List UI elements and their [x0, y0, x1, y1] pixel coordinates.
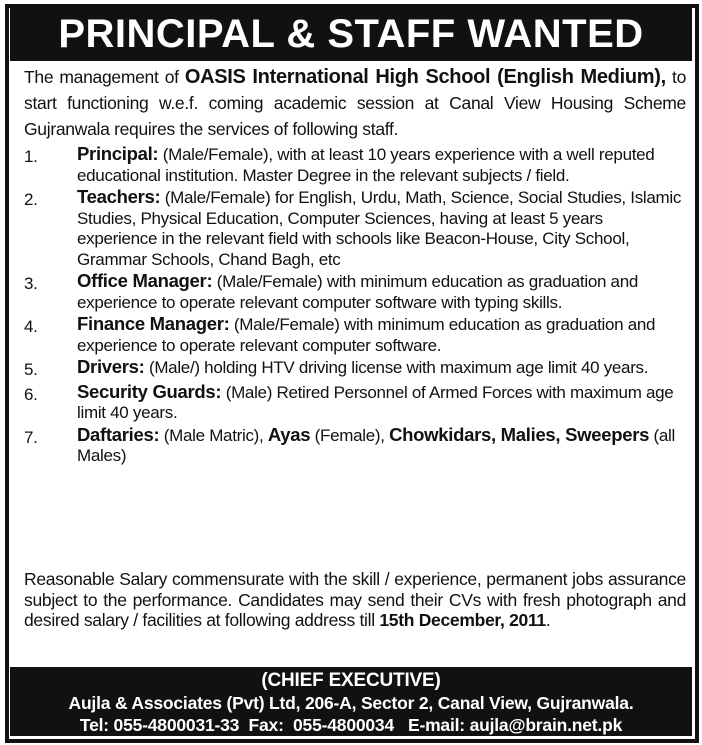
closing-paragraph [24, 569, 686, 631]
item-role: Finance Manager: [77, 313, 230, 334]
item-number: 4. [24, 317, 38, 336]
school-name: OASIS International High School (English Medium), [184, 66, 666, 88]
item-role: Daftaries: [77, 423, 160, 445]
item-number: 6. [24, 384, 38, 404]
list-item [24, 425, 686, 467]
list-item [24, 314, 686, 356]
item-text: (Male/Female), with at least 10 years experience with a well reputed educational institution. Master Degree in the relevant subjects / field. [77, 145, 655, 185]
designation: (CHIEF EXECUTIVE) [261, 670, 441, 691]
positions-list [24, 144, 686, 468]
item-number: 3. [24, 274, 38, 293]
ad-title: PRINCIPAL & STAFF WANTED [10, 8, 692, 61]
list-item [24, 187, 686, 270]
contact-info: Tel: 055-4800031-33 Fax: 055-4800034 E-mail: aujla@brain.net.pk [79, 715, 623, 735]
item-role: Ayas [267, 423, 311, 445]
list-item [24, 144, 686, 186]
item-text: (Male/Female) with minimum education as graduation and experience to operate relevant computer software with typing skills. [77, 272, 639, 312]
item-number: 1. [24, 147, 38, 166]
item-role: Office Manager: [77, 270, 213, 291]
contact-footer [10, 667, 692, 736]
item-role: Chowkidars, Malies, Sweepers [389, 423, 650, 445]
item-role: Security Guards: [77, 380, 222, 402]
item-text: (Male) Retired Personnel of Armed Forces with maximum age limit 40 years. [77, 382, 674, 422]
closing-end: . [545, 610, 551, 630]
intro-text-rest: to start functioning w.e.f. coming academic session at Canal View Housing Scheme Gujranwala requires the services of following staff. [24, 67, 686, 139]
item-number: 5. [24, 360, 38, 379]
address: Aujla & Associates (Pvt) Ltd, 206-A, Sector 2, Canal View, Gujranwala. [68, 693, 634, 713]
item-number: 7. [24, 427, 38, 447]
item-text: (Male Matric), [159, 425, 268, 445]
intro-paragraph [24, 64, 686, 142]
item-text: (Female), [310, 425, 390, 445]
item-text: (Male/) holding HTV driving license with maximum age limit 40 years. [144, 358, 649, 377]
item-text: (Male/Female) for English, Urdu, Math, Science, Social Studies, Islamic Studies, Physical Education, Computer Sciences, having at least 5 years experience in the relevant field with schools like Beacon-House, City School, Grammar Schools, Chand Bagh, etc [77, 188, 682, 269]
item-role: Drivers: [77, 356, 145, 377]
intro-text: The management of [24, 67, 185, 87]
list-item [24, 382, 686, 424]
item-role: Teachers: [77, 186, 161, 207]
item-number: 2. [24, 190, 38, 209]
deadline: 15th December, 2011 [379, 610, 546, 630]
item-text: (Male/Female) with minimum education as graduation and experience to operate relevant computer software. [77, 315, 656, 355]
list-item [24, 271, 686, 313]
list-item [24, 357, 686, 381]
closing-text: Reasonable Salary commensurate with the skill / experience, permanent jobs assurance subject to the performance. Candidates may send their CVs with fresh photograph and desired salary / facilities at following address till [24, 569, 686, 630]
item-text: (all Males) [77, 425, 675, 465]
item-role: Principal: [77, 143, 159, 164]
